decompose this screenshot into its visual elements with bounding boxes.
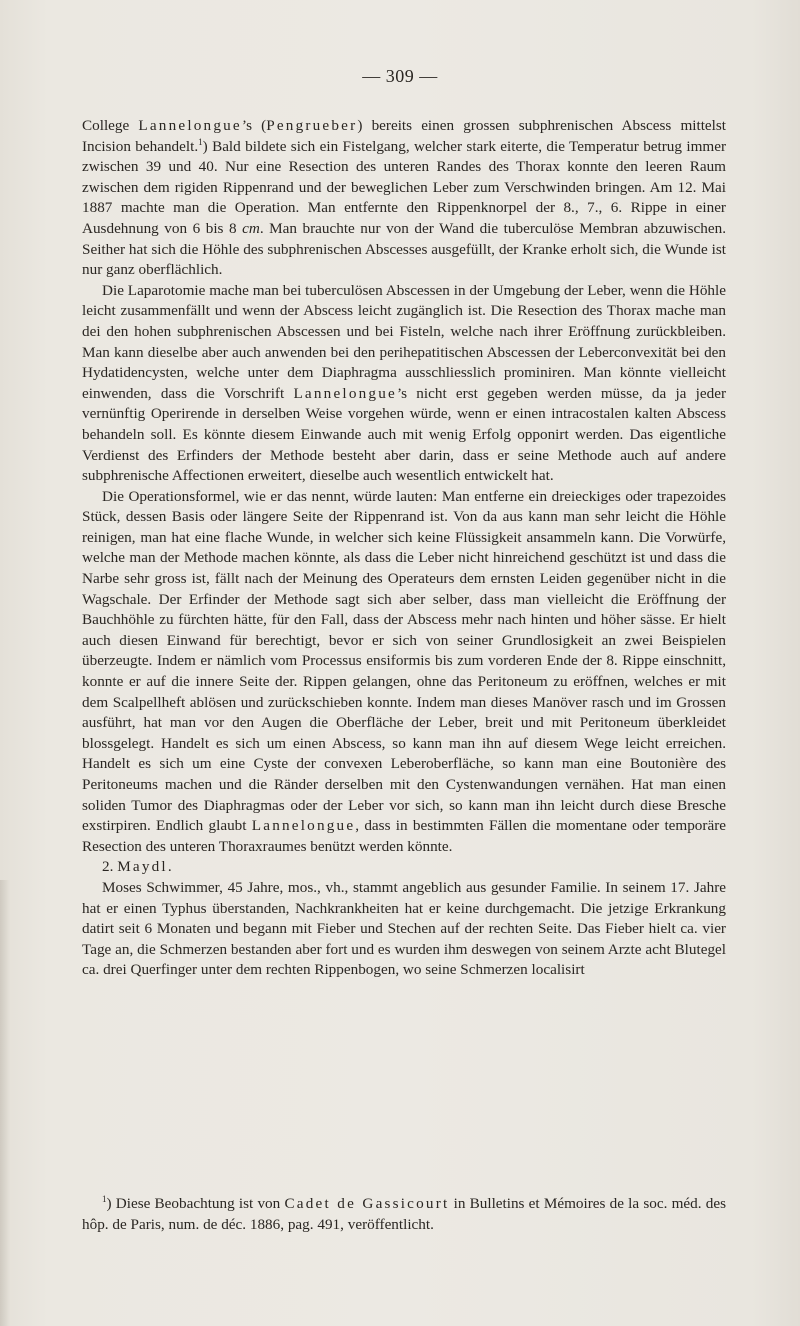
- author-name: Lannelongue: [293, 384, 397, 402]
- author-name: Pengrueber: [266, 117, 358, 134]
- paragraph-3: [82, 487, 726, 858]
- paragraph-5: Moses Schwimmer, 45 Jahre, mos., vh., stammt angeblich aus gesunder Familie. In seinem 17. Jahre hat er einen Typhus überstanden, Nachkrankheiten hat er keine durchgemacht. Die jetzige Erkrankung datirt seit 6 Monaten und begann mit Fieber und Stechen auf der rechten Seite. Das Fieber hielt ca. vier Tage an, die Schmerzen bestanden aber fort und es wurden ihm deswegen von seinem Arzte acht Blutegel ca. drei Querfinger unter dem rechten Rippenbogen, wo seine Schmerzen localisirt: [82, 878, 726, 979]
- author-name: Lannelongue: [251, 817, 356, 835]
- case-heading: [82, 857, 726, 878]
- text-run: Die Laparotomie mache man bei tuberculösen Abscessen in der Umgebung der Leber, wenn die Höhle leicht zusammenfällt und wenn der Abscess leicht zugänglich ist. Die Resection des Thorax mache man dei den hohen subphrenischen Abscessen und bei Fisteln, welche nach ihrer Eröffnung zurückbleiben. Man kann dieselbe aber auch anwenden bei den perihepatitischen Abscessen der Leberconvexität bei den Hydatidencysten, welche unter dem Diaphragma ausschliesslich prominiren. Man könnte vielleicht einwenden, dass die Vorschrift: [82, 281, 726, 402]
- text-run: .: [167, 858, 172, 876]
- text-run: ) Bald bildete sich ein Fistelgang, welcher stark eiterte, die Temperatur betrug immer zwischen 39 und 40. Nur eine Resection des unteren Randes des Thorax konnte den leeren Raum zwischen dem rigiden Rippenrand und der beweglichen Leber zum Verschwinden bringen. Am 12. Mai 1887 machte man die Operation. Man entfernte den Rippenknorpel der 8., 7., 6. Rippe in einer Ausdehnung von 6 bis 8: [82, 137, 727, 237]
- text-run: , dass in bestimmten Fällen die momentane oder temporäre Resection des unteren Thoraxraumes benützt werden könnte.: [82, 817, 726, 855]
- text-run: in Bulletins et Mémoires de la soc. méd. des hôp. de Paris, num. de déc. 1886, pag. 491, veröffentlicht.: [82, 1195, 726, 1233]
- page-edge-shadow: [0, 880, 10, 1326]
- page-number: — 309 —: [362, 66, 438, 86]
- footnote-marker: 1: [198, 136, 203, 147]
- paragraph-2: [82, 281, 726, 487]
- text-run: ) Diese Beobachtung ist von: [106, 1195, 285, 1212]
- case-number: 2.: [102, 858, 118, 876]
- author-name: Lannelongue: [138, 117, 242, 134]
- author-name: Cadet de Gassicourt: [284, 1195, 450, 1212]
- unit-text: cm: [242, 219, 260, 237]
- footnote-text: [82, 1194, 726, 1235]
- text-run: ’s (: [241, 117, 267, 134]
- text-run: College: [82, 117, 139, 134]
- text-run: Die Operationsformel, wie er das nennt, würde lauten: Man entferne ein dreieckiges oder trapezoides Stück, dessen Basis oder längere Seite der Rippenrand ist. Von da aus kann man sehr leicht die Höhle reinigen, man hat eine flache Wunde, in welcher sich keine Flüssigkeit ansammeln kann. Die Vorwürfe, welche man der Methode machen könnte, als dass die Leber nicht hinreichend geschützt ist und dass die Narbe sehr gross ist, fällt nach der Meinung des Operateurs dem ernsten Leiden gegenüber nicht in die Wagschale. Der Erfinder der Methode sagt sich aber selber, dass man vielleicht die Eröffnung der Bauchhöhle zu fürchten hätte, für den Fall, dass der Abscess mehr nach hinten und höher sässe. Er hielt auch diesen Einwand für berechtigt, bevor er sich von seiner Grundlosigkeit an zwei Beispielen überzeugte. Indem er nämlich vom Processus ensiformis bis zum vorderen Ende der 8. Rippe einschnitt, konnte er auf die innere Seite der. Rippen gelangen, ohne das Peritoneum zu eröffnen, welches er mit dem Scalpellheft ablösen und zurückschieben konnte. Indem man dieses Manöver rasch und im Grossen ausführt, hat man vor den Augen die Oberfläche der Leber, breit und mit Peritoneum überkleidet blossgelegt. Handelt es sich um einen Abscess, so kann man ihn auf diesem Wege leicht erreichen. Handelt es sich um eine Cyste der convexen Leberoberfläche, so kann man eine Boutonière des Peritoneums machen und die Ränder derselben mit den Cystenwandungen vernähen. Hat man einen soliden Tumor des Diaphragmas oder der Leber vor sich, so kann man ihn leicht durch diese Bresche exstirpiren. Endlich glaubt: [82, 487, 726, 835]
- author-name: Maydl: [117, 858, 168, 876]
- text-run: ’s nicht erst gegeben werden müsse, da ja jeder vernünftig Operirende in derselben Weise vorgehen würde, wenn er einen intracostalen kalten Abscess behandeln soll. Es könnte diesem Einwande auch mit wenig Erfolg opponirt werden. Das eigentliche Verdienst des Erfinders der Methode besteht aber darin, dass er seine Methode auch auf andere subphrenische Affectionen erweitert, dieselbe auch wesentlich entwickelt hat.: [82, 384, 726, 485]
- main-text: [82, 116, 726, 981]
- text-run: ) bereits einen grossen subphrenischen Abscess mittelst Incision behandelt.: [82, 117, 727, 155]
- text-run: . Man brauchte nur von der Wand die tuberculöse Membran abzuwischen. Seither hat sich die Höhle des subphrenischen Abscesses ausgefüllt, der Kranke erholt sich, die Wunde ist nur ganz oberflächlich.: [82, 219, 726, 279]
- footnote: [82, 1194, 726, 1235]
- paragraph-1: [82, 116, 726, 281]
- footnote-marker: 1: [102, 1194, 107, 1204]
